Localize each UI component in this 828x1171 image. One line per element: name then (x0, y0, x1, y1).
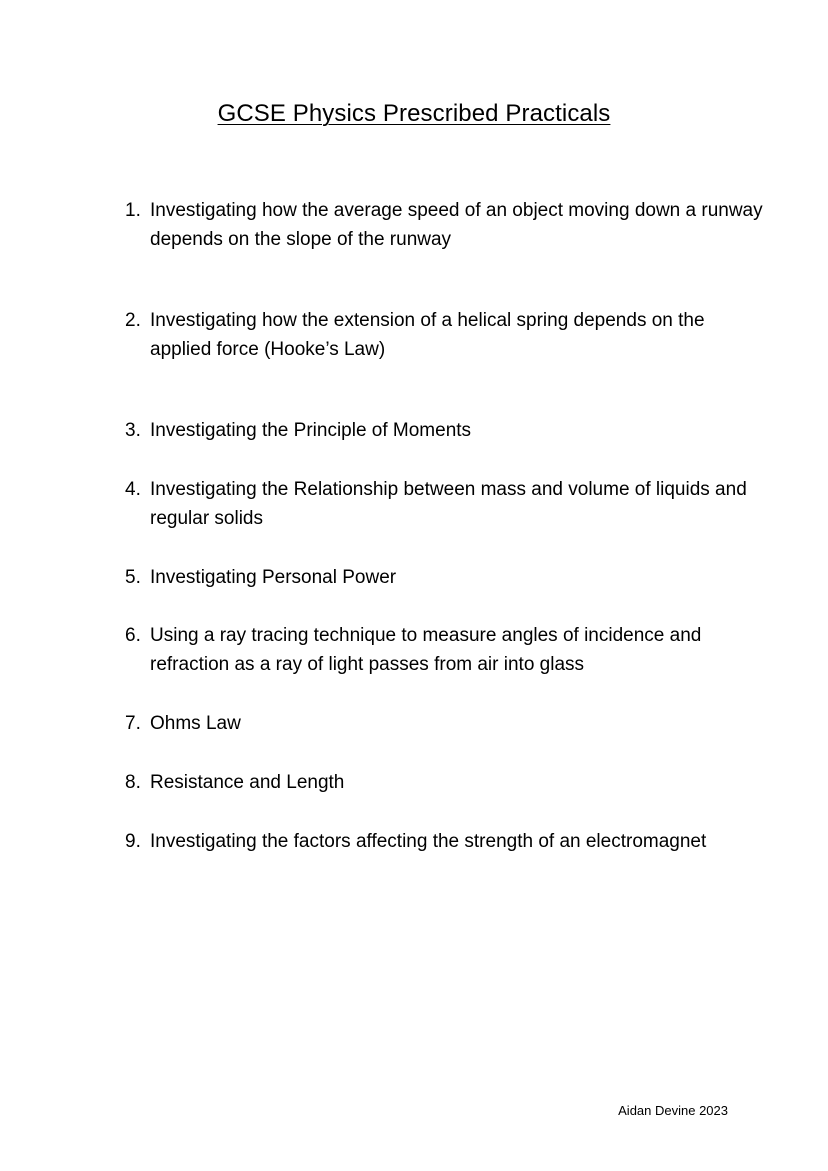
item-text: Ohms Law (150, 713, 241, 734)
page-title: GCSE Physics Prescribed Practicals (217, 100, 611, 127)
item-number: 6. (125, 625, 141, 646)
item-text: Investigating the factors affecting the strength of an electromagnet (150, 831, 707, 852)
list-item (125, 416, 765, 445)
list-item (125, 306, 765, 364)
list-item (125, 621, 765, 679)
list-item (125, 768, 765, 797)
list-item (125, 827, 765, 856)
list-item (125, 196, 765, 254)
item-number: 8. (125, 772, 141, 793)
item-number: 2. (125, 310, 141, 331)
item-number: 9. (125, 831, 141, 852)
item-text: Investigating how the average speed of an object moving down a runway depends on the slope of the runway (150, 200, 763, 250)
item-number: 1. (125, 200, 141, 221)
item-text: Investigating how the extension of a helical spring depends on the applied force (Hooke’s Law) (150, 310, 705, 360)
footer-credit: Aidan Devine 2023 (618, 1103, 728, 1118)
list-item (125, 563, 765, 592)
list-item (125, 475, 765, 533)
list-item (125, 709, 765, 738)
item-text: Investigating Personal Power (150, 567, 397, 588)
item-text: Resistance and Length (150, 772, 345, 793)
item-number: 4. (125, 479, 141, 500)
item-number: 5. (125, 567, 141, 588)
item-text: Investigating the Relationship between mass and volume of liquids and regular solids (150, 479, 747, 529)
item-text: Investigating the Principle of Moments (150, 420, 472, 441)
item-number: 3. (125, 420, 141, 441)
item-number: 7. (125, 713, 141, 734)
item-text: Using a ray tracing technique to measure angles of incidence and refraction as a ray of light passes from air into glass (150, 625, 702, 675)
